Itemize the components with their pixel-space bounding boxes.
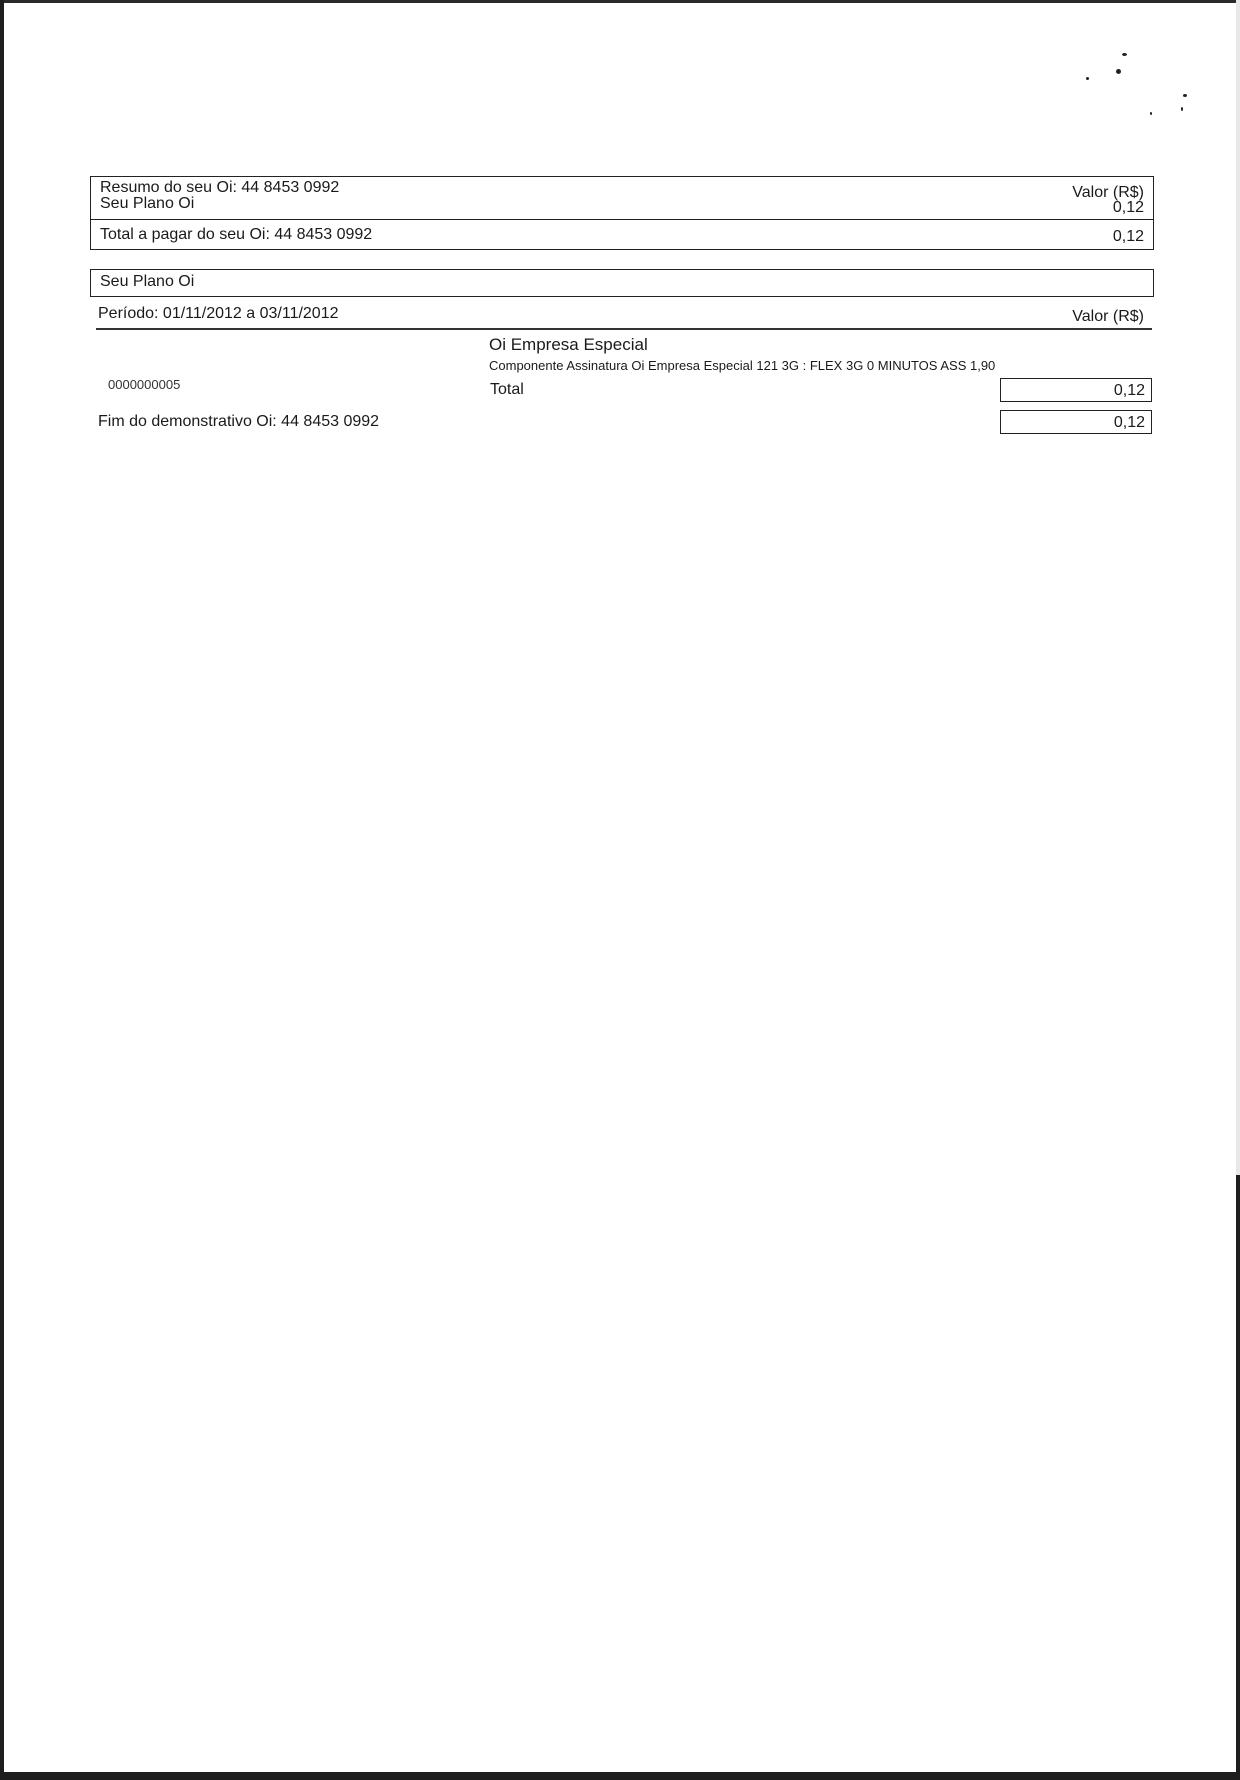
scan-speck	[1150, 112, 1152, 115]
scan-edge-right-dark	[1236, 1175, 1240, 1775]
period-label: Período: 01/11/2012 a 03/11/2012	[98, 305, 339, 322]
item-total-value: 0,12	[1113, 382, 1145, 399]
summary-total-label: Total a pagar do seu Oi: 44 8453 0992	[100, 226, 373, 243]
scan-speck	[1116, 69, 1121, 74]
summary-title: Resumo do seu Oi: 44 8453 0992	[100, 179, 340, 196]
plan-section-box	[90, 269, 1154, 297]
plan-section-title: Seu Plano Oi	[100, 273, 195, 290]
summary-value-header: Valor (R$)	[1072, 184, 1144, 201]
scan-edge-top	[0, 0, 1240, 3]
period-value-header: Valor (R$)	[1072, 308, 1144, 325]
summary-plan-label: Seu Plano Oi	[100, 195, 195, 212]
end-statement-box	[1000, 410, 1152, 434]
end-statement-value: 0,12	[1113, 414, 1145, 431]
item-total-label: Total	[490, 381, 524, 398]
summary-plan-value: 0,12	[1112, 199, 1144, 216]
product-name: Oi Empresa Especial	[489, 335, 648, 354]
end-statement-label: Fim do demonstrativo Oi: 44 8453 0992	[98, 413, 380, 430]
scan-speck	[1183, 94, 1187, 97]
scan-speck	[1122, 53, 1127, 56]
summary-divider	[90, 219, 1153, 220]
item-total-box	[1000, 378, 1152, 402]
summary-total-value: 0,12	[1112, 228, 1144, 245]
scan-speck	[1086, 77, 1089, 80]
scan-edge-left	[0, 0, 4, 1780]
item-code: 0000000005	[108, 377, 181, 392]
component-description: Componente Assinatura Oi Empresa Especial 121 3G : FLEX 3G 0 MINUTOS ASS 1,90	[489, 358, 996, 373]
scan-edge-bottom	[0, 1772, 1240, 1780]
period-rule	[96, 328, 1152, 330]
scan-speck	[1181, 107, 1183, 111]
